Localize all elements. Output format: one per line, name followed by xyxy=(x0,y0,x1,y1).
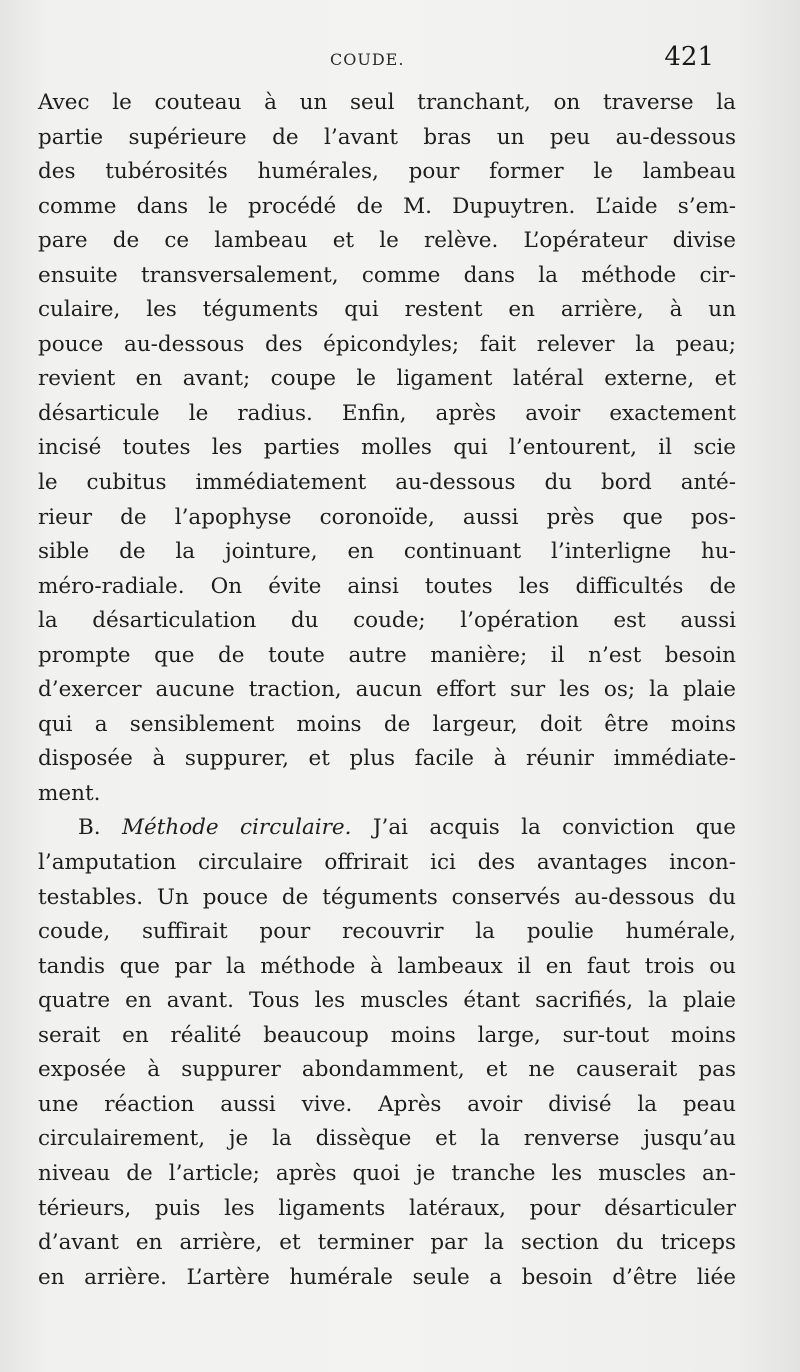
page-number: 421 xyxy=(664,42,714,72)
text-span: J’ai acquis la conviction que xyxy=(372,815,736,841)
text-line: qui a sensiblement moins de largeur, doit être moins xyxy=(38,711,736,737)
text-line: une réaction aussi vive. Après avoir divisé la peau xyxy=(38,1091,736,1117)
text-line: tandis que par la méthode à lambeaux il en faut trois ou xyxy=(38,953,736,979)
text-line: culaire, les téguments qui restent en arrière, à un xyxy=(38,297,736,323)
text-line: ment. xyxy=(38,780,101,806)
text-line: l’amputation circulaire offrirait ici des avantages incon- xyxy=(38,850,736,876)
text-line: quatre en avant. Tous les muscles étant sacrifiés, la plaie xyxy=(38,988,736,1014)
text-line: d’exercer aucune traction, aucun effort sur les os; la plaie xyxy=(38,677,736,703)
text-line: serait en réalité beaucoup moins large, sur-tout moins xyxy=(38,1022,736,1048)
text-line: revient en avant; coupe le ligament latéral externe, et xyxy=(38,366,736,392)
section-first-line xyxy=(38,811,736,846)
text-line: sible de la jointure, en continuant l’interligne hu- xyxy=(38,539,736,565)
text-line: en arrière. L’artère humérale seule a besoin d’être liée xyxy=(38,1264,736,1290)
text-line: des tubérosités humérales, pour former le lambeau xyxy=(38,159,736,185)
text-line: comme dans le procédé de M. Dupuytren. L’aide s’em- xyxy=(38,193,736,219)
body-text xyxy=(38,86,736,1295)
text-line: testables. Un pouce de téguments conservés au-dessous du xyxy=(38,884,736,910)
text-line: niveau de l’article; après quoi je tranche les muscles an- xyxy=(38,1160,736,1186)
text-line: d’avant en arrière, et terminer par la section du triceps xyxy=(38,1230,736,1256)
text-line: coude, suffirait pour recouvrir la poulie humérale, xyxy=(38,919,736,945)
text-line: ensuite transversalement, comme dans la méthode cir- xyxy=(38,262,736,288)
section-heading: Méthode circulaire. xyxy=(122,815,352,841)
text-line: circulairement, je la dissèque et la renverse jusqu’au xyxy=(38,1126,736,1152)
paragraph-2 xyxy=(38,811,736,1295)
section-label: B. xyxy=(78,815,101,841)
text-line: partie supérieure de l’avant bras un peu au-dessous xyxy=(38,124,736,150)
page-header xyxy=(0,42,800,82)
text-line: méro-radiale. On évite ainsi toutes les difficultés de xyxy=(38,573,736,599)
text-line: désarticule le radius. Enfin, après avoir exactement xyxy=(38,400,736,426)
text-line: le cubitus immédiatement au-dessous du bord anté- xyxy=(38,470,736,496)
running-head: COUDE. xyxy=(330,50,405,69)
text-line: rieur de l’apophyse coronoïde, aussi près que pos- xyxy=(38,504,736,530)
text-line: exposée à suppurer abondamment, et ne causerait pas xyxy=(38,1057,736,1083)
text-line: la désarticulation du coude; l’opération est aussi xyxy=(38,608,736,634)
text-line: disposée à suppurer, et plus facile à réunir immédiate- xyxy=(38,746,736,772)
text-line: prompte que de toute autre manière; il n’est besoin xyxy=(38,642,736,668)
text-line: incisé toutes les parties molles qui l’entourent, il scie xyxy=(38,435,736,461)
paragraph-1 xyxy=(38,86,736,811)
text-line: pouce au-dessous des épicondyles; fait relever la peau; xyxy=(38,331,736,357)
text-line: Avec le couteau à un seul tranchant, on traverse la xyxy=(38,90,736,115)
text-line: térieurs, puis les ligaments latéraux, pour désarticuler xyxy=(38,1195,736,1221)
text-line: pare de ce lambeau et le relève. L’opérateur divise xyxy=(38,228,736,254)
